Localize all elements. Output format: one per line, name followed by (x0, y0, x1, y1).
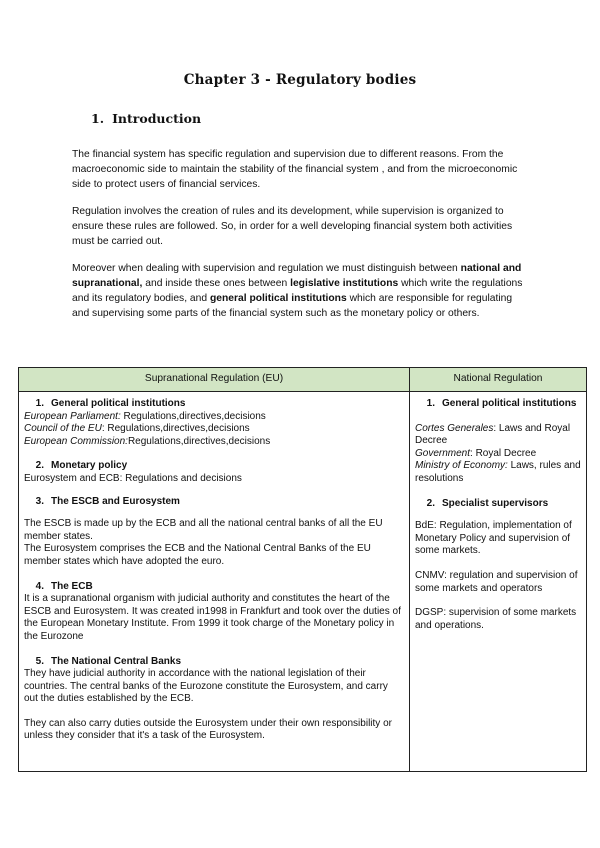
eu-row-parliament (24, 411, 404, 424)
eu-section-3-text-2: The Eurosystem comprises the ECB and the National Central Banks of the EU member states which have adopted the euro. (24, 543, 371, 567)
regulation-table (18, 367, 587, 772)
national-row-label: Government (415, 447, 471, 459)
national-section-1-number: 1. (426, 398, 435, 409)
eu-section-3-text-1: The ESCB is made up by the ECB and all the national central banks of all the EU member states. (24, 518, 383, 542)
eu-section-5-text-2: They can also carry duties outside the Eurosystem under their own responsibility or unless they consider that it's a task of the Eurosystem. (24, 717, 392, 742)
eu-row-text: : Regulations,directives,decisions (101, 423, 250, 435)
eu-row-label: European Commission: (24, 435, 128, 447)
intro-text (72, 147, 532, 333)
intro-paragraph-1: The financial system has specific regulation and supervision due to different reasons. From the macroeconomic side to maintain the stability of the financial system , and from the microeconomic side to protect users of financial services. (72, 149, 518, 190)
intro-p3-text-4: which are responsible for regulating and supervising some parts of the financial system such as the monetary policy or others. (72, 293, 513, 319)
national-cell (410, 392, 587, 772)
eu-row-text: Regulations,directives,decisions (120, 410, 266, 422)
national-section-1-heading (415, 398, 581, 411)
national-row-label: Ministry of Economy: (415, 460, 508, 472)
eu-section-3-heading (24, 496, 404, 509)
intro-p3-text-3: which write the regulations and its regulatory bodies, and (72, 278, 523, 304)
eu-section-5-number: 5. (35, 655, 44, 667)
national-item-bde: BdE: Regulation, implementation of Monetary Policy and supervision of some markets. (415, 520, 572, 557)
national-section-2-heading (415, 498, 581, 511)
eu-section-4-heading (24, 581, 404, 594)
eu-row-text: Regulations,directives,decisions (127, 435, 271, 447)
national-row-government (415, 448, 581, 461)
eu-section-2-title: Monetary policy (51, 460, 128, 472)
intro-p3-bold-2: legislative institutions (290, 278, 399, 289)
national-item-dgsp: DGSP: supervision of some markets and operations. (415, 607, 577, 631)
eu-section-2-number: 2. (35, 460, 44, 472)
eu-section-2-text: Eurosystem and ECB: Regulations and decisions (24, 472, 242, 484)
supranational-cell (19, 392, 410, 772)
eu-section-2-heading (24, 460, 404, 473)
eu-row-label: European Parliament: (24, 410, 121, 422)
eu-section-5-heading (24, 656, 404, 669)
intro-p3-bold-3: general political institutions (209, 293, 347, 304)
intro-paragraph-2: Regulation involves the creation of rules and its development, while supervision is organized to ensure these rules are followed. So, in order for a well developing financial system both activities must be carried out. (72, 206, 513, 247)
eu-section-4-title: The ECB (51, 580, 93, 592)
national-section-2-number: 2. (426, 497, 435, 509)
intro-p3-bold-1: national and supranational, (72, 263, 522, 289)
national-row-cortes (415, 423, 581, 448)
table-body-row (19, 392, 587, 772)
eu-section-4-text: It is a supranational organism with judicial authority and constitutes the heart of the ESCB and Eurosystem. It was created in1998 in Frankfurt and took over the duties of the European Monetary Institute. From 1999 it took charge of the Monetary policy in the Eurozone (24, 593, 401, 642)
national-row-text: Laws, rules and resolutions (415, 460, 581, 484)
eu-row-council (24, 423, 404, 436)
header-supranational: Supranational Regulation (EU) (19, 368, 410, 392)
section-title: Introduction (112, 111, 202, 126)
eu-section-4-number: 4. (35, 580, 44, 592)
national-item-cnmv: CNMV: regulation and supervision of some markets and operators (415, 569, 578, 594)
eu-section-5-title: The National Central Banks (51, 655, 182, 667)
national-row-label: Cortes Generales (415, 422, 494, 434)
eu-section-3-number: 3. (35, 495, 44, 507)
intro-p3-text-2: and inside these ones between (142, 278, 291, 289)
table-header-row (19, 368, 587, 392)
intro-paragraph-3 (72, 261, 532, 321)
eu-section-1-number: 1. (35, 398, 44, 409)
national-row-text: : Laws and Royal Decree (415, 422, 571, 447)
section-number: 1. (91, 111, 105, 126)
section-heading (91, 111, 201, 126)
eu-section-1-title: General political institutions (51, 398, 186, 409)
chapter-title: Chapter 3 - Regulatory bodies (183, 72, 417, 88)
national-section-2-title: Specialist supervisors (442, 497, 549, 509)
eu-section-5-text-1: They have judicial authority in accordance with the national legislation of their countries. The central banks of the Eurozone constitute the Eurosystem, and carry out the duties established by the ECB. (24, 668, 388, 705)
eu-section-3-title: The ESCB and Eurosystem (51, 495, 180, 507)
eu-section-1-heading (24, 398, 404, 411)
intro-p3-text-1: Moreover when dealing with supervision and regulation we must distinguish between (72, 263, 461, 274)
national-section-1-title: General political institutions (442, 398, 577, 409)
header-national: National Regulation (410, 368, 587, 392)
national-row-text: : Royal Decree (470, 447, 537, 459)
national-row-ministry (415, 460, 581, 485)
eu-row-label: Council of the EU (24, 423, 102, 435)
eu-row-commission (24, 436, 404, 449)
